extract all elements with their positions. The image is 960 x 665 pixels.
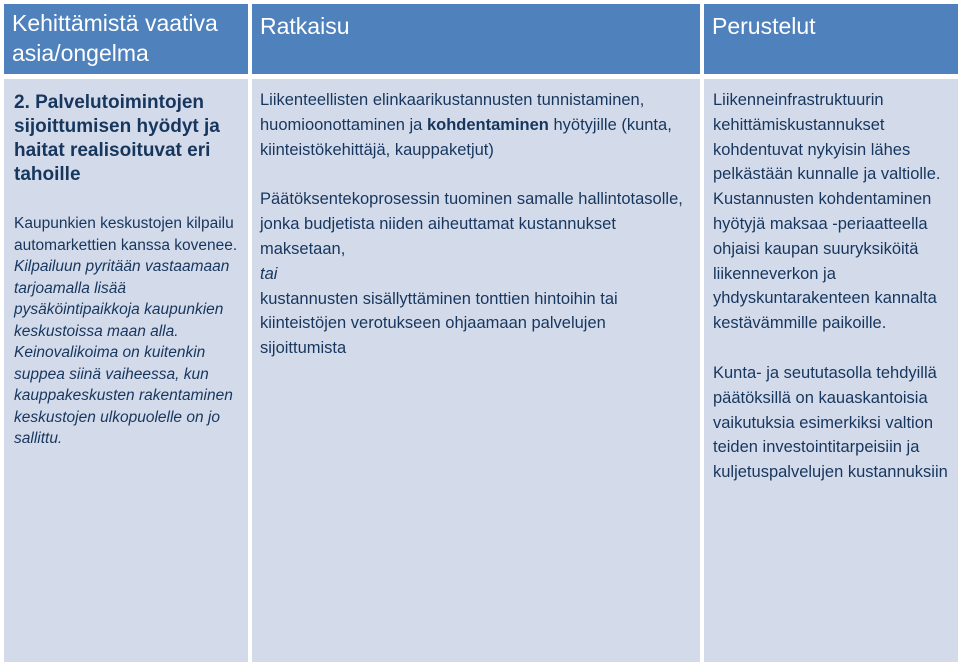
issue-heading: 2. Palvelutoimintojen sijoittumisen hyödyt ja haitat realisoituvat eri tahoille	[14, 92, 220, 185]
rationale-paragraph-2: Kunta- ja seututasolla tehdyillä päätöksillä on kauaskantoisia vaikutuksia esimerkiksi valtion teiden investointitarpeisiin ja kuljetuspalvelujen kustannuksiin	[713, 363, 948, 482]
issue-description-regular: Kaupunkien keskustojen kilpailu automarkettien kanssa kovenee.	[14, 215, 238, 254]
header-issue: Kehittämistä vaativa asia/ongelma	[4, 4, 248, 74]
solution-paragraph-3: kustannusten sisällyttäminen tonttien hintoihin tai kiinteistöjen verotukseen ohjaamaan palvelujen sijoittumista	[260, 289, 618, 358]
solution-p1-end: hyötyjille (kunta, kiinteistökehittäjä, kauppaketjut)	[260, 115, 672, 159]
issue-description-italic: Kilpailuun pyritään vastaamaan tarjoamalla lisää pysäköintipaikkoja kaupunkien keskustoissa maan alla. Keinovalikoima on kuitenkin suppea siinä vaiheessa, kun kauppakeskusten rakentaminen keskustojen ulkopuolelle on jo sallittu.	[14, 258, 233, 447]
solution-p1-start: Liikenteellisten elinkaarikustannusten tunnistaminen, huomioonottaminen ja	[260, 91, 645, 134]
header-rationale: Perustelut	[704, 4, 958, 74]
solution-or: tai	[260, 264, 278, 283]
issue-description	[14, 213, 238, 450]
rationale-cell	[704, 79, 958, 662]
solution-cell	[252, 79, 700, 662]
rationale-paragraph-1: Liikenneinfrastruktuurin kehittämiskustannukset kohdentuvat nykyisin lähes pelkästään kunnalle ja valtiolle. Kustannusten kohdentaminen hyötyjä maksaa -periaatteella ohjaisi kaupan suuryksiköitä liikenneverkon ja yhdyskuntarakenteen kannalta kestävämmille paikoille.	[713, 91, 941, 333]
header-solution: Ratkaisu	[252, 4, 700, 74]
issue-cell	[4, 79, 248, 662]
solution-paragraph-2: Päätöksentekoprosessin tuominen samalle hallintotasolle, jonka budjetista niiden aiheuttamat kustannukset maksetaan,	[260, 190, 683, 258]
solution-p1-bold: kohdentaminen	[426, 115, 549, 134]
solution-paragraph-1	[260, 88, 686, 162]
issue-solution-table	[4, 4, 958, 662]
